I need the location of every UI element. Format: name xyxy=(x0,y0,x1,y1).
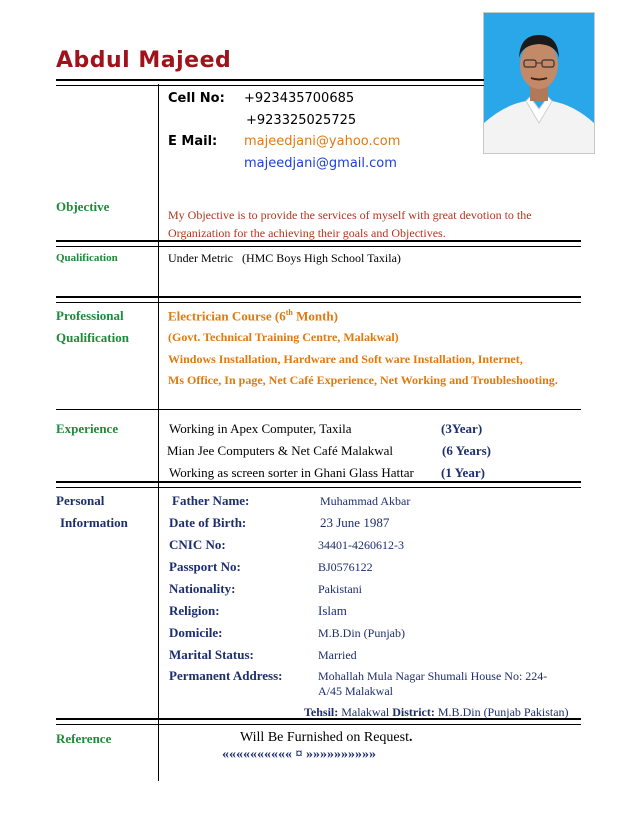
experience-rule xyxy=(56,481,581,488)
experience-item-3-years: (1 Year) xyxy=(441,465,485,480)
nationality-label: Nationality: xyxy=(169,581,236,596)
professional-rule xyxy=(56,409,581,410)
experience-heading: Experience xyxy=(56,421,119,436)
professional-heading-line-2: Qualification xyxy=(56,330,129,345)
reference-text-dot: . xyxy=(408,730,413,745)
email-link-1[interactable]: majeedjani@yahoo.com xyxy=(244,134,401,149)
course-institute: (Govt. Technical Training Centre, Malakwal) xyxy=(168,330,399,344)
skills-line-2: Ms Office, In page, Net Café Experience, Net Working and Troubleshooting. xyxy=(168,373,558,387)
profile-photo xyxy=(483,12,595,154)
email-link-2[interactable]: majeedjani@gmail.com xyxy=(244,156,397,171)
qualification-rule xyxy=(56,296,581,303)
domicile-label: Domicile: xyxy=(169,625,223,640)
course-title xyxy=(168,308,338,324)
experience-item-3: Working as screen sorter in Ghani Glass Hattar xyxy=(169,465,414,480)
father-name-value: Muhammad Akbar xyxy=(320,494,411,508)
tehsil-label: Tehsil: xyxy=(304,705,339,719)
experience-item-2: Mian Jee Computers & Net Café Malakwal xyxy=(167,443,393,458)
experience-item-2-years: (6 Years) xyxy=(442,443,491,458)
address-line-2: A/45 Malakwal xyxy=(318,684,393,698)
passport-label: Passport No: xyxy=(169,559,241,574)
reference-text-main: Will Be Furnished on Request xyxy=(240,730,409,745)
column-divider xyxy=(158,84,159,781)
cnic-value: 34401-4260612-3 xyxy=(318,538,404,552)
course-title-pre: Electrician Course (6 xyxy=(168,308,286,324)
cnic-label: CNIC No: xyxy=(169,537,226,552)
cell-label: Cell No: xyxy=(168,91,225,106)
email-label: E Mail: xyxy=(168,134,218,149)
applicant-name: Abdul Majeed xyxy=(56,48,232,73)
religion-value: Islam xyxy=(318,603,347,618)
passport-value: BJ0576122 xyxy=(318,560,373,574)
address-line-1: Mohallah Mula Nagar Shumali House No: 224- xyxy=(318,669,548,683)
personal-heading-line-1: Personal xyxy=(56,493,105,508)
objective-text-line-2: Organization for the achieving their goals and Objectives. xyxy=(168,226,446,240)
personal-rule xyxy=(56,718,581,725)
cell-number-2: +923325025725 xyxy=(246,113,357,128)
course-title-post: Month) xyxy=(292,308,338,324)
cell-number-1: +923435700685 xyxy=(244,91,355,106)
objective-heading: Objective xyxy=(56,199,110,214)
tehsil-value: Malakwal xyxy=(341,705,390,719)
qualification-text: Under Metric (HMC Boys High School Taxila) xyxy=(168,251,401,265)
course-title-sup: th xyxy=(285,308,293,317)
personal-heading-line-2: Information xyxy=(60,515,128,530)
domicile-value: M.B.Din (Punjab) xyxy=(318,626,405,640)
header-rule xyxy=(56,79,484,86)
experience-item-1: Working in Apex Computer, Taxila xyxy=(169,421,352,436)
district-value: M.B.Din (Punjab Pakistan) xyxy=(437,705,569,719)
ornament-divider: «««««««««« ¤ »»»»»»»»»» xyxy=(222,747,376,762)
address-label: Permanent Address: xyxy=(169,668,283,683)
dob-label: Date of Birth: xyxy=(169,515,247,530)
nationality-value: Pakistani xyxy=(318,582,362,596)
qualification-heading: Qualification xyxy=(56,252,118,264)
district-label: District: xyxy=(392,705,435,719)
experience-item-1-years: (3Year) xyxy=(441,421,483,436)
reference-heading: Reference xyxy=(56,731,112,746)
objective-text-line-1: My Objective is to provide the services of myself with great devotion to the xyxy=(168,208,532,222)
reference-text xyxy=(240,730,412,746)
skills-line-1: Windows Installation, Hardware and Soft ware Installation, Internet, xyxy=(168,352,523,366)
objective-rule xyxy=(56,240,581,247)
marital-status-value: Married xyxy=(318,648,357,662)
professional-heading-line-1: Professional xyxy=(56,308,124,323)
dob-value: 23 June 1987 xyxy=(320,515,390,530)
marital-status-label: Marital Status: xyxy=(169,647,254,662)
religion-label: Religion: xyxy=(169,603,220,618)
father-name-label: Father Name: xyxy=(172,493,250,508)
